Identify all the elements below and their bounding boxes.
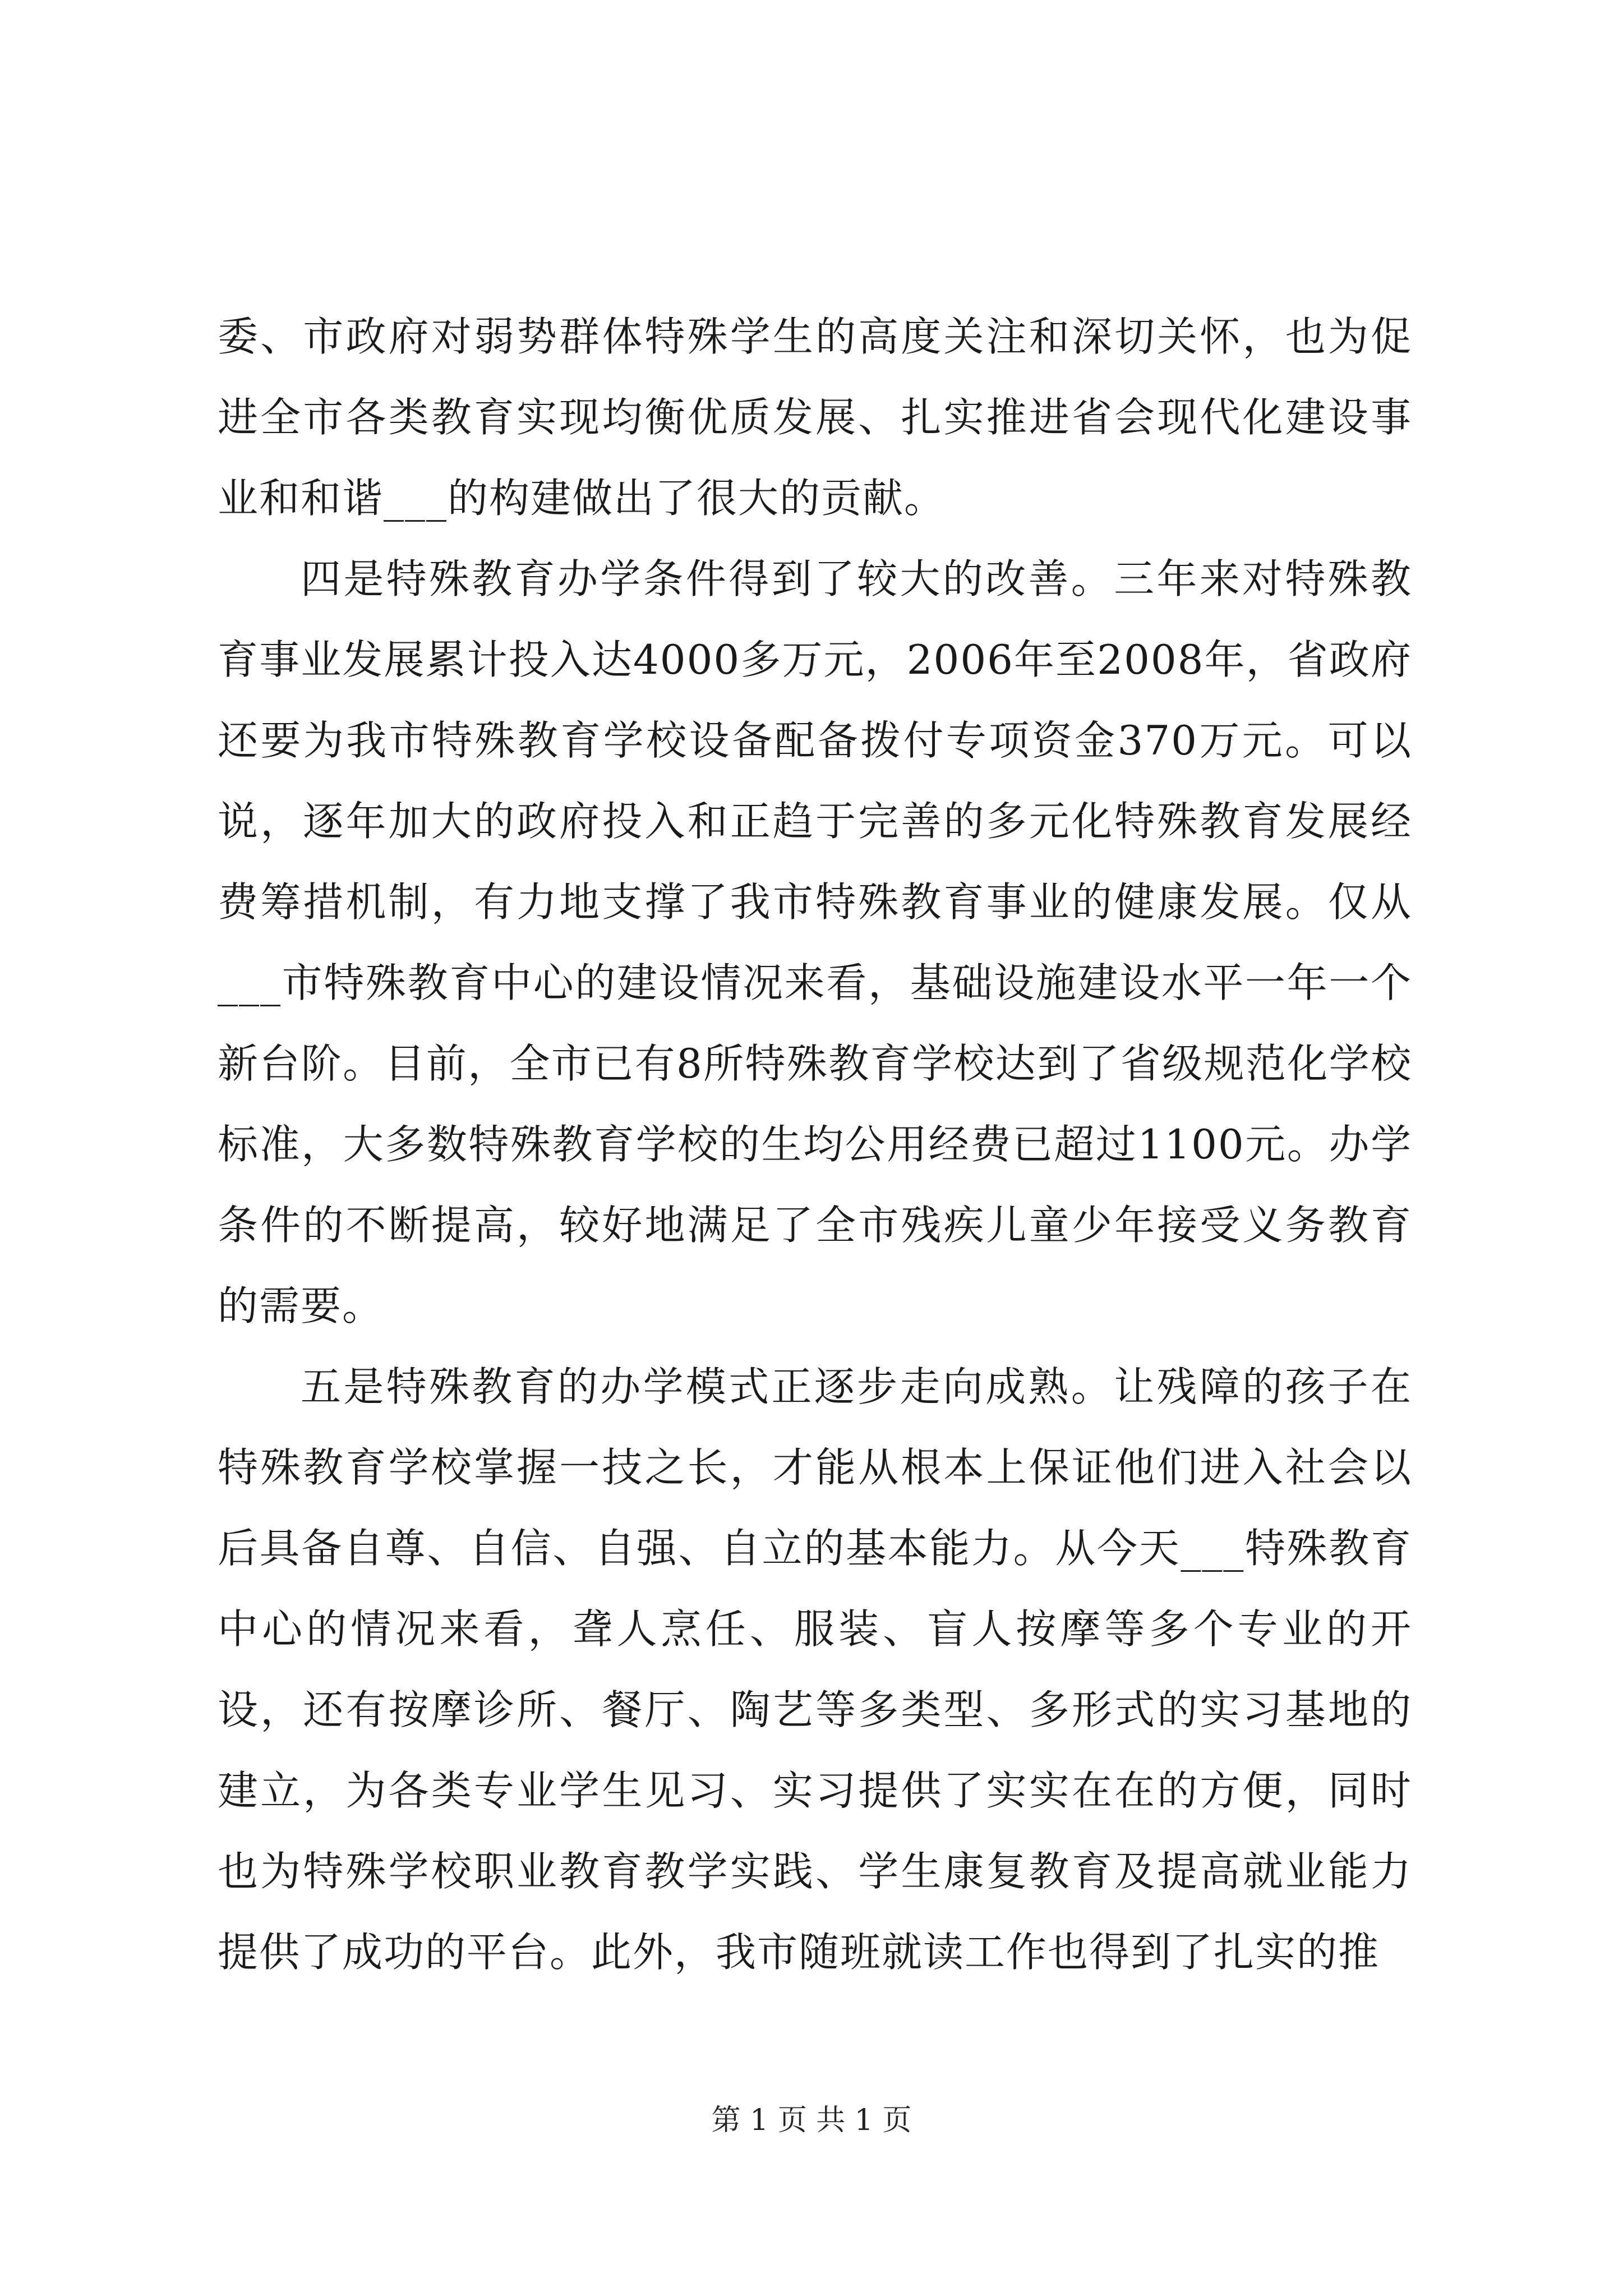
paragraph-four: 四是特殊教育办学条件得到了较大的改善。三年来对特殊教育事业发展累计投入达4000多万元，2006年至2008年，省政府还要为我市特殊教育学校设备配备拨付专项资金370万元。可以说，逐年加大的政府投入和正趋于完善的多元化特殊教育发展经费筹措机制，有力地支撑了我市特殊教育事业的健康发展。仅从___市特殊教育中心的建设情况来看，基础设施建设水平一年一个新台阶。目前，全市已有8所特殊教育学校达到了省级规范化学校标准，大多数特殊教育学校的生均公用经费已超过1100元。办学条件的不断提高，较好地满足了全市残疾儿童少年接受义务教育的需要。 — [218, 555, 1412, 1329]
paragraph-continuation: 委、市政府对弱势群体特殊学生的高度关注和深切关怀，也为促进全市各类教育实现均衡优质发展、扎实推进省会现代化建设事业和和谐___的构建做出了很大的贡献。 — [218, 313, 1412, 522]
page-footer — [0, 2101, 1623, 2140]
document-body — [218, 296, 1412, 1993]
page-number: 第 1 页 共 1 页 — [711, 2104, 912, 2137]
paragraph-five: 五是特殊教育的办学模式正逐步走向成熟。让残障的孩子在特殊教育学校掌握一技之长，才能从根本上保证他们进入社会以后具备自尊、自信、自强、自立的基本能力。从今天___特殊教育中心的情况来看，聋人烹任、服装、盲人按摩等多个专业的开设，还有按摩诊所、餐厅、陶艺等多类型、多形式的实习基地的建立，为各类专业学生见习、实习提供了实实在在的方便，同时也为特殊学校职业教育教学实践、学生康复教育及提高就业能力提供了成功的平台。此外，我市随班就读工作也得到了扎实的推 — [218, 1363, 1412, 1976]
